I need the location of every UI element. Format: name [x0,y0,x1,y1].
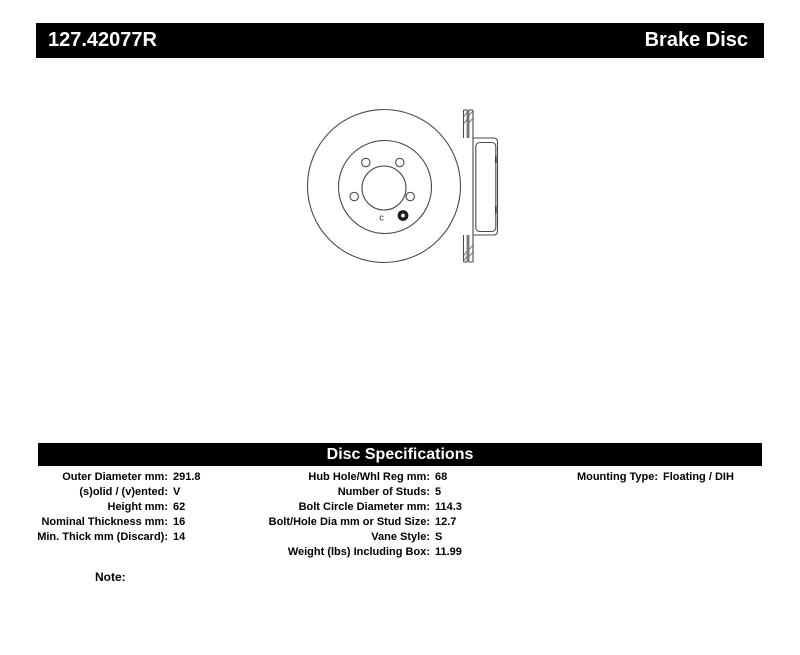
stud-hole [406,192,414,200]
spec-label: Mounting Type: [576,471,658,483]
spec-column-mounting-type [536,471,734,486]
spec-column-mounting-dims [268,471,462,561]
stud-hole [350,192,358,200]
center-mark-label: c [379,212,384,224]
note-label: Note: [95,570,126,584]
product-name: Brake Disc [644,29,748,51]
spec-label: Weight (lbs) Including Box: [287,546,430,558]
stud-hole [396,158,404,166]
part-number: 127.42077R [48,29,157,51]
spec-value: V [173,486,181,498]
title-bar [36,23,764,58]
spec-label: (s)olid / (v)ented: [79,486,168,498]
spec-row-height [38,501,201,516]
spec-row-hub-hole [272,471,462,486]
spec-label: Hub Hole/Whl Reg mm: [308,471,430,483]
spec-value: 291.8 [173,471,201,483]
spec-value: 5 [435,486,442,498]
side-cross-section [464,110,498,262]
spec-value: 11.99 [435,546,462,558]
spec-row-weight [272,546,462,561]
wall-tick-mark [495,207,497,214]
spec-value: S [435,531,443,543]
spec-row-bolt-hole-dia [268,516,462,531]
spec-value: 62 [173,501,186,513]
wall-tick-mark [495,157,497,164]
spec-row-number-of-studs [272,486,462,501]
spec-label: Number of Studs: [337,486,430,498]
section-hatching [464,111,473,261]
spec-value: 16 [173,516,186,528]
stud-hole [362,158,370,166]
spec-row-bolt-circle-diameter [272,501,462,516]
spec-section-title: Disc Specifications [326,445,474,463]
spec-label: Nominal Thickness mm: [41,516,168,528]
spec-value: Floating / DIH [663,471,734,483]
spec-value: 14 [173,531,186,543]
spec-column-dimensions [38,471,201,546]
disc-hat-ring-circle [339,141,432,234]
spec-row-nominal-thickness [38,516,201,531]
spec-row-vane-style [272,531,462,546]
spec-row-solid-vented [38,486,201,501]
spec-section-header [38,443,762,466]
disc-outer-edge-circle [308,110,461,263]
spec-label: Outer Diameter mm: [62,471,168,483]
stud-hole-filled-center [401,214,405,218]
spec-label: Bolt Circle Diameter mm: [298,501,430,513]
spec-label: Height mm: [107,501,168,513]
spec-value: 68 [435,471,448,483]
spec-row-min-thickness [38,531,201,546]
spec-value: 114.3 [435,501,462,513]
spec-row-outer-diameter [38,471,201,486]
brake-disc-technical-drawing [280,88,520,280]
hub-hole-circle [362,166,406,210]
spec-value: 12.7 [435,516,457,528]
spec-label: Min. Thick mm (Discard): [37,531,168,543]
spec-row-mounting-type [536,471,734,486]
spec-label: Bolt/Hole Dia mm or Stud Size: [268,516,430,528]
spec-label: Vane Style: [371,531,430,543]
